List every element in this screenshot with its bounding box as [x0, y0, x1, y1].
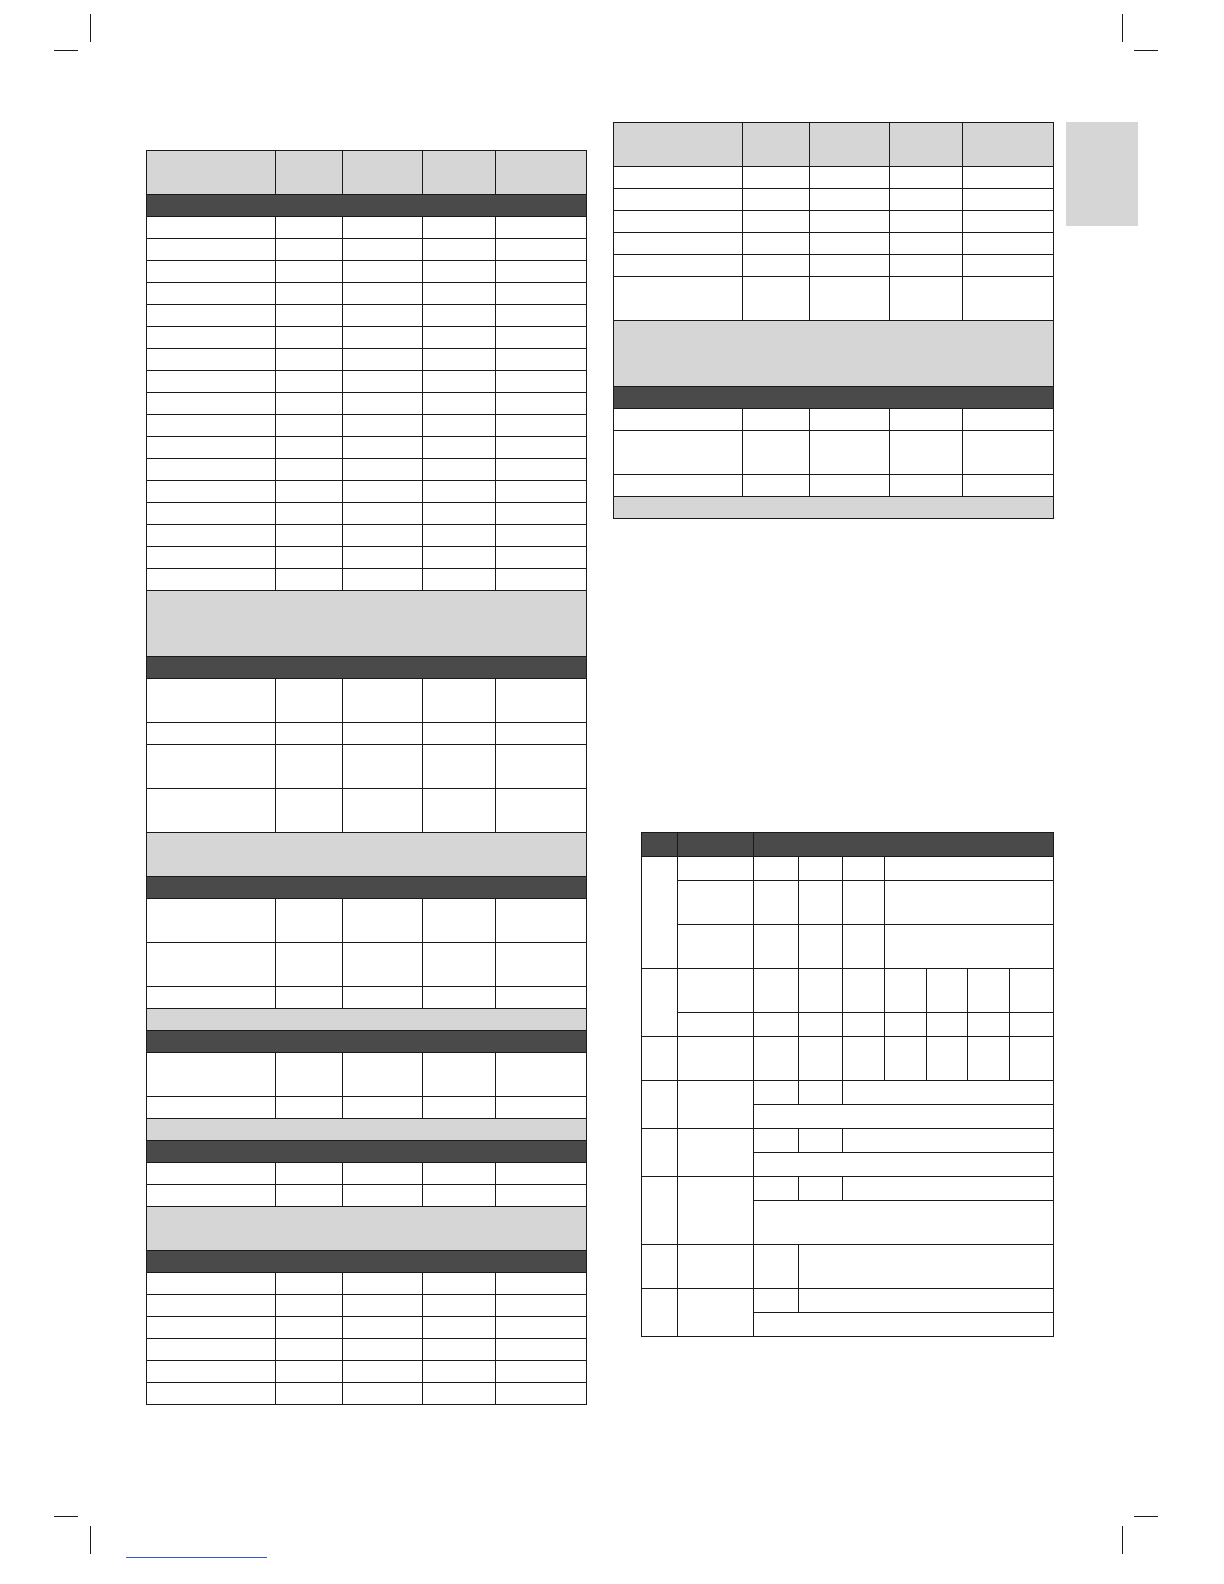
left-spec-table	[146, 150, 587, 1405]
crop-mark-top-left-h	[54, 50, 78, 51]
section-tab-marker	[1066, 122, 1138, 226]
crop-mark-bottom-right-v	[1122, 1526, 1123, 1554]
crop-mark-top-right-h	[1134, 50, 1158, 51]
crop-mark-top-right-v	[1122, 14, 1123, 42]
crop-mark-bottom-left-v	[90, 1526, 91, 1554]
lower-spec-table	[641, 832, 1054, 1337]
crop-mark-top-left-v	[90, 14, 91, 42]
right-spec-table	[613, 122, 1054, 519]
crop-mark-bottom-left-h	[54, 1516, 78, 1517]
crop-mark-bottom-right-h	[1134, 1516, 1158, 1517]
footer-link-underline[interactable]	[126, 1557, 267, 1558]
